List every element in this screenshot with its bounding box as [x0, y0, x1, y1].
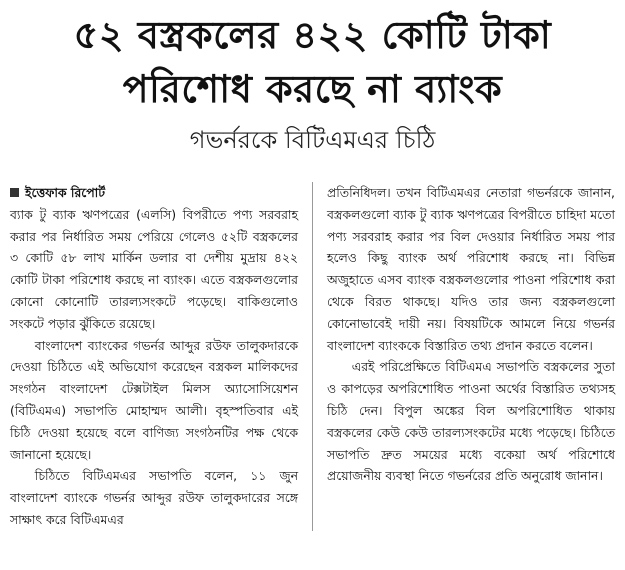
paragraph: এরই পরিপ্রেক্ষিতে বিটিএমএ সভাপতি বস্ত্রকলের সুতা ও কাপড়ের অপরিশোধিত পাওনা অর্থের বিস্তারিত তথ্যসহ চিঠি দেন। বিপুল অঙ্কের বিল অপরিশোধিত থাকায় বস্ত্রকলের কেউ কেউ তারল্যসংকটের মধ্যে পড়েছে। চিঠিতে সভাপতি দ্রুত সময়ের মধ্যে বকেয়া অর্থ পরিশোধে প্রয়োজনীয় ব্যবস্থা নিতে গভর্নরের প্রতি অনুরোধ জানান।: [327, 359, 615, 484]
paragraph: ব্যাক টু ব্যাক ঋণপত্রের (এলসি) বিপরীতে পণ্য সরবরাহ করার পর নির্ধারিত সময় পেরিয়ে গেলেও ৫২টি বস্ত্রকলের ৩ কোটি ৫৮ লাখ মার্কিন ডলার বা দেশীয় মুদ্রায় ৪২২ কোটি টাকা পরিশোধ করছে না ব্যাংক। এতে বস্ত্রকলগুলোর কোনো কোনোটি তারল্যসংকটে পড়েছে। বাকিগুলোও সংকটে পড়ার ঝুঁকিতে রয়েছে।: [10, 206, 298, 331]
byline-text: ইত্তেফাক রিপোর্ট: [25, 185, 106, 200]
byline: [10, 182, 298, 204]
article-column-2: [327, 182, 615, 531]
paragraph: প্রতিনিধিদল। তখন বিটিএমএর নেতারা গভর্নরকে জানান, বস্ত্রকলগুলো ব্যাক টু ব্যাক ঋণপত্রের বিপরীতে চাহিদা মতো পণ্য সরবরাহ করার পর বিল দেওয়ার নির্ধারিত সময় পার হলেও কিছু ব্যাংক অর্থ পরিশোধ করছে না। বিভিন্ন অজুহাতে এসব ব্যাংক বস্ত্রকলগুলোর পাওনা পরিশোধ করা থেকে বিরত থাকছে। যদিও তার জন্য বস্ত্রকলগুলো কোনোভাবেই দায়ী নয়। বিষয়টিকে আমলে নিয়ে গভর্নর বাংলাদেশ ব্যাংককে বিস্তারিত তথ্য প্রদান করতে বলেন।: [327, 185, 615, 353]
headline-line-1: ৫২ বস্ত্রকলের ৪২২ কোটি টাকা: [73, 13, 552, 57]
square-bullet-icon: [10, 188, 19, 197]
paragraph: বাংলাদেশ ব্যাংকের গভর্নর আব্দুর রউফ তালুকদারকে দেওয়া চিঠিতে এই অভিযোগ করেছেন বস্ত্রকল মালিকদের সংগঠন বাংলাদেশ টেক্সটাইল মিলস অ্যাসোসিয়েশন (বিটিএমএ) সভাপতি মোহাম্মদ আলী। বৃহস্পতিবার এই চিঠি দেওয়া হয়েছে বলে বাণিজ্য সংগঠনটির পক্ষ থেকে জানানো হয়েছে।: [10, 337, 298, 462]
column-divider: [312, 182, 313, 531]
subheadline: গভর্নরকে বিটিএমএর চিঠি: [189, 126, 436, 154]
paragraph: চিঠিতে বিটিএমএর সভাপতি বলেন, ১১ জুন বাংলাদেশ ব্যাংকে গভর্নর আব্দুর রউফ তালুকদারের সঙ্গে সাক্ষাৎ করে বিটিএমএর: [10, 468, 298, 527]
article-column-1: [10, 182, 298, 531]
headline-line-2: পরিশোধ করছে না ব্যাংক: [122, 67, 503, 111]
article-columns: [10, 182, 615, 531]
